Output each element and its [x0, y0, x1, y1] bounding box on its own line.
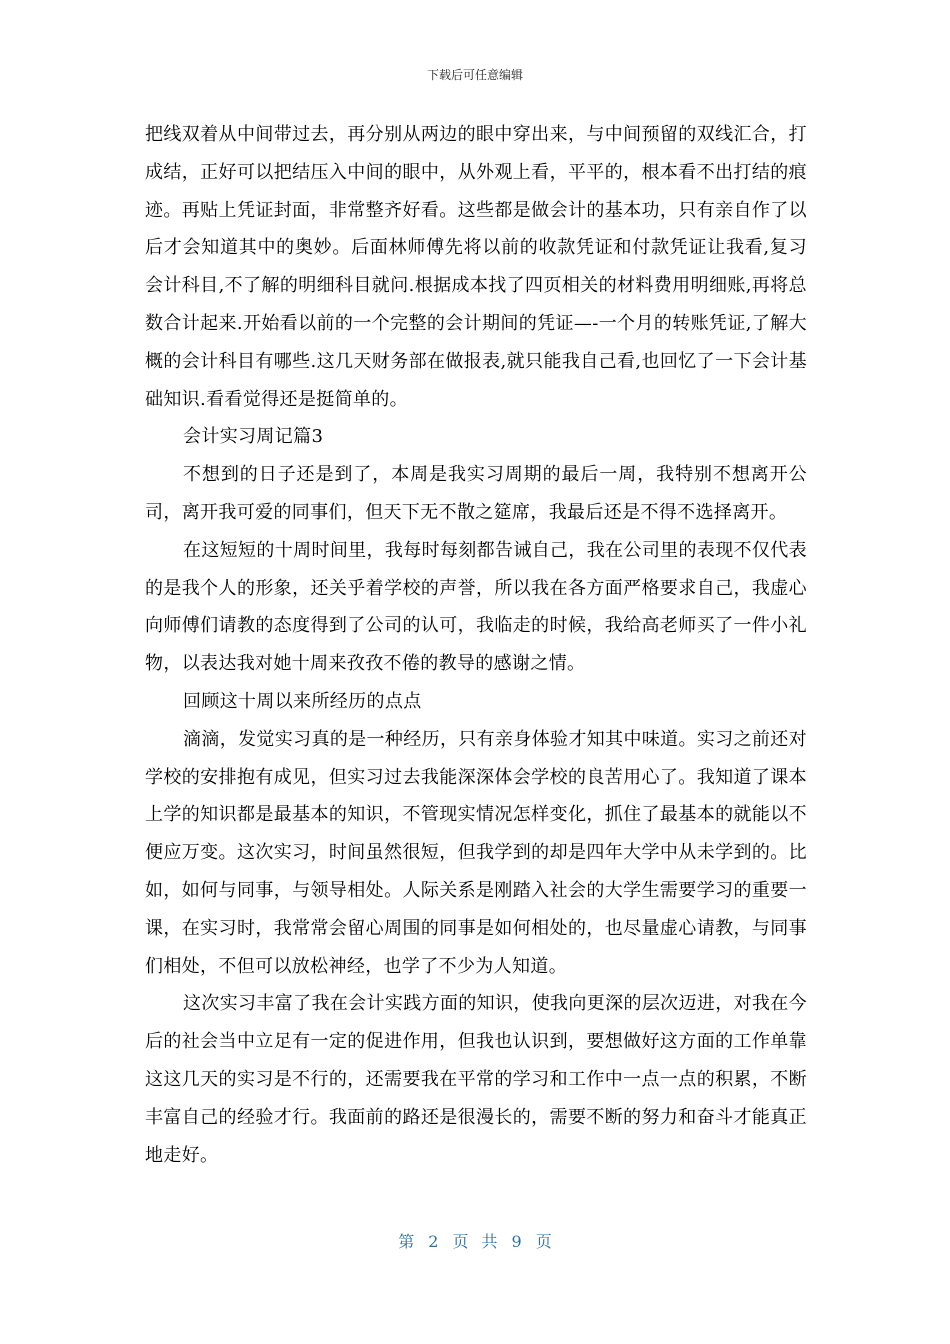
page-footer — [0, 1229, 950, 1252]
section-heading: 会计实习周记篇3 — [183, 426, 324, 448]
paragraph: 在这短短的十周时间里，我每时每刻都告诫自己，我在公司里的表现不仅代表的是我个人的形象，还关乎着学校的声誉，所以我在各方面严格要求自己，我虚心向师傅们请教的态度得到了公司的认可，我临走的时候，我给高老师买了一件小礼物，以表达我对她十周来孜孜不倦的教导的感谢之情。 — [145, 539, 807, 675]
paragraph-continued: 把线双着从中间带过去，再分别从两边的眼中穿出来，与中间预留的双线汇合，打成结，正好可以把结压入中间的眼中，从外观上看，平平的，根本看不出打结的痕迹。再贴上凭证封面，非常整齐好看。这些都是做会计的基本功，只有亲自作了以后才会知道其中的奥妙。后面林师傅先将以前的收款凭证和付款凭证让我看,复习会计科目,不了解的明细科目就问.根据成本找了四页相关的材料费用明细账,再将总数合计起来.开始看以前的一个完整的会计期间的凭证—-一个月的转账凭证,了解大概的会计科目有哪些.这几天财务部在做报表,就只能我自己看,也回忆了一下会计基础知识.看看觉得还是挺简单的。 — [145, 124, 807, 410]
paragraph: 这次实习丰富了我在会计实践方面的知识，使我向更深的层次迈进，对我在今后的社会当中立足有一定的促进作用，但我也认识到，要想做好这方面的工作单靠这这几天的实习是不行的，还需要我在平常的学习和工作中一点一点的积累，不断丰富自己的经验才行。我面前的路还是很漫长的，需要不断的努力和奋斗才能真正地走好。 — [145, 993, 807, 1166]
total-page-number: 9 — [511, 1232, 522, 1251]
page-header: 下载后可任意编辑 — [426, 68, 523, 82]
current-page-number: 2 — [428, 1232, 439, 1251]
footer-label-ye: 页 — [535, 1232, 552, 1251]
paragraph: 不想到的日子还是到了，本周是我实习周期的最后一周，我特别不想离开公司，离开我可爱的同事们，但天下无不散之筵席，我最后还是不得不选择离开。 — [145, 464, 807, 523]
paragraph: 滴滴，发觉实习真的是一种经历，只有亲身体验才知其中味道。实习之前还对学校的安排抱有成见，但实习过去我能深深体会学校的良苦用心了。我知道了课本上学的知识都是最基本的知识，不管现实情况怎样变化，抓住了最基本的就能以不便应万变。这次实习，时间虽然很短，但我学到的却是四年大学中从未学到的。比如，如何与同事，与领导相处。人际关系是刚踏入社会的大学生需要学习的重要一课，在实习时，我常常会留心周围的同事是如何相处的，也尽量虚心请教，与同事们相处，不但可以放松神经，也学了不少为人知道。 — [145, 728, 807, 977]
footer-label-ye-gong: 页 共 — [452, 1232, 498, 1251]
document-body — [145, 116, 807, 1174]
paragraph: 回顾这十周以来所经历的点点 — [183, 690, 422, 712]
footer-label-di: 第 — [398, 1232, 415, 1251]
